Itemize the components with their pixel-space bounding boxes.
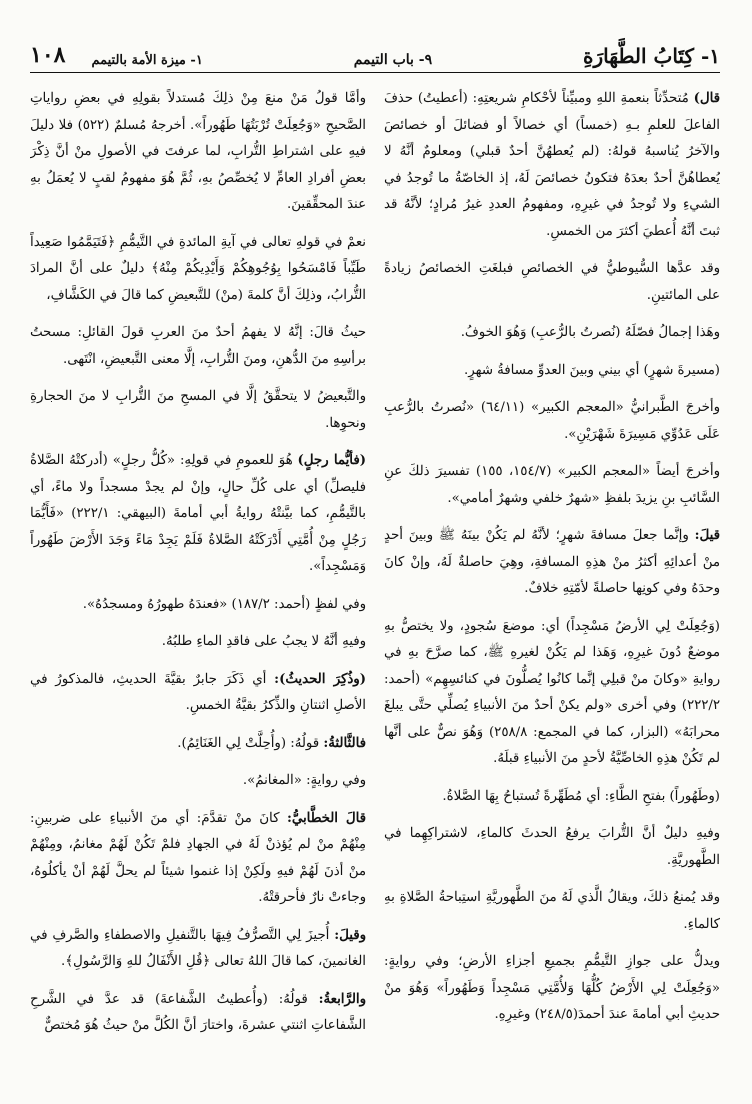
paragraph-text: وأمَّا قولُ مَنْ منعَ مِنْ ذلِكَ مُستدلاً بقولِهِ في بعضِ رواياتِ الصَّحيحِ «وَجُعِلَتْ تُرْبَتُهَا طَهُوراً». أخرجهُ مُسلمٌ (٥٢٢) فلا دليلَ فيهِ على اشتراطِ التُّرابِ، لما عرفتَ في الأصولِ منْ أنَّ ذِكْرَ بعضِ أفرادِ العامِّ لا يُخصِّصُ بهِ، ثُمَّ هُوَ مفهومُ لقبٍ لا يُعمَلُ بهِ عندَ المحقِّقينَ. [30, 91, 366, 212]
chapter-title: ١- كِتَابُ الطَّهَارَةِ [583, 44, 720, 68]
paragraph-text: وفيهِ أنَّهُ لا يجبُ على فاقدِ الماءِ طلبُهُ. [161, 634, 366, 649]
paragraph-lead: فالثَّالثةُ: [323, 735, 366, 751]
paragraph [384, 459, 720, 512]
paragraph-text: (وَجُعِلَتْ لِي الأرضُ مَسْجِداً) أي: موضعَ سُجودٍ، ولا يختصُّ بهِ موضعٌ دُونَ غيرِهِ، وَهَذا لم يَكُنْ لغيرهِ ﷺ، كما صرَّحَ بهِ في روايةِ «وكانَ منْ قبلِي إنَّما كانُوا يُصلُّونَ في كنائسِهِم» (أحمد: ٢٢٢/٢) وفي أخرى «ولم يكنْ أحدٌ منَ الأنبياءِ يُصلِّي حتَّى يبلغَ محرابَهُ» (البزار، كما في المجمع: ٢٥٨/٨) وَهُوَ نصٌّ على أنَّها لم تَكُنْ هذِهِ الخاصِّيَّةُ لأحدٍ منَ الأنبياءِ قبلَهُ. [384, 618, 720, 766]
paragraph-text: نعمْ في قولهِ تعالى في آيةِ المائدةِ في التَّيمُّمِ ﴿فَتَيَمَّمُوا صَعِيداً طَيِّباً فَامْسَحُوا بِوُجُوهِكُمْ وَأَيْدِيكُمْ مِنْهُ﴾ دليلٌ على أنَّ المرادَ التُّرابُ، وذلِكَ أنَّ كلمةَ (منْ) للتَّبعيضِ كما قالَ في الكَشَّافِ، [30, 234, 366, 303]
paragraph [30, 667, 366, 720]
paragraph [30, 384, 366, 437]
paragraph-text: قولُهُ: (وأُعطيتُ الشَّفاعةَ) قد عدَّ في الشَّرحِ الشَّفاعاتِ اثنتي عشرةَ، واختارَ أنَّ الكُلَّ منْ حيثُ هُوَ مُختصٌّ [30, 991, 366, 1033]
paragraph [30, 731, 366, 758]
paragraph-lead: وقيلَ: [334, 927, 366, 943]
page-number: ١٠٨ [30, 42, 66, 68]
paragraph-text: قولُهُ: (وأُحِلَّتْ لِي الغَنَائِمُ). [177, 735, 324, 751]
paragraph-text: ويدلُّ على جوازِ التَّيمُّمِ بجميعِ أجزاءِ الأرضِ؛ وفي روايةٍ: «وَجُعِلَتْ لِي الأَرْضُ كُلُّهَا وَلأُمَّتِي مَسْجِداً وَطَهُوراً» وَهُوَ منْ حديثِ أبي أمامةَ عندَ أحمدَ(٢٤٨/٥) وغيرِهِ. [384, 954, 720, 1022]
paragraph-text: هُوَ للعمومِ في قولِهِ: «كُلُّ رجلٍ» (أدركتْهُ الصَّلاةُ فليصلِّ) أي على كُلِّ حالٍ، وإنْ لم يجدْ مسجداً ولا ماءً، أي بالتَّيمُّمِ، كما بيَّنتْهُ روايةُ أبي أمامةَ (البيهقي: ٢٢٢/١) «فَأَيُّمَا رَجُلٍ مِنْ أُمَّتِي أَدْرَكَتْهُ الصَّلاةُ فَلَمْ يَجِدْ مَاءً وَجَدَ الأَرْضَ طَهُوراً وَمَسْجِداً». [30, 453, 366, 574]
paragraph-lead: (فأيُّما رجلٍ) [297, 453, 366, 468]
paragraph-text: أي ذَكَرَ جابرٌ بقيَّةَ الحديثِ، فالمذكورُ في الأصلِ اثنتانِ والذِّكرُ بقيَّةُ الخمسِ. [30, 671, 366, 713]
paragraph-text: وفيهِ دليلٌ أنَّ التُّرابَ يرفعُ الحدثَ كالماءِ، لاشتراكِهِما في الطَّهوريَّةِ. [384, 826, 720, 868]
paragraph-text: وقد يُمنعُ ذلكَ، ويقالُ الَّذي لَهُ منَ الطَّهوريَّةِ استِباحةُ الصَّلاةِ بهِ كالماءِ. [384, 890, 720, 932]
paragraph-text: وقد عدَّها السُّيوطيُّ في الخصائصِ فبلغَتِ الخصائصُ زيادةً على المائتينِ. [384, 261, 720, 303]
paragraph [384, 949, 720, 1029]
paragraph-text: وفي روايةٍ: «المغانمُ». [242, 773, 366, 788]
paragraph-lead: (وذُكِرَ الحديثُ): [274, 671, 366, 687]
paragraph-text: وأخرجَ الطَّبرانيُّ «المعجم الكبير» (٦٤/١١) «نُصرتُ بالرُّعبِ عَلَى عَدُوِّي مَسِيرَةَ شَهْرَيْنِ». [384, 400, 720, 442]
paragraph [30, 448, 366, 581]
left-column [30, 86, 366, 1070]
paragraph-text: (مسيرةَ شهرٍ) أي بيني وبينَ العدوِّ مسافةُ شهرٍ. [464, 362, 720, 378]
paragraph [384, 523, 720, 603]
paragraph-text: حيثُ قالَ: إنَّهُ لا يفهمُ أحدٌ منَ العربِ قولَ القائلِ: مسحتُ برأسِهِ منَ الدُّهنِ، ومنَ التُّرابِ، إلَّا معنى التَّبعيضِ، انْتَهى. [30, 325, 366, 367]
paragraph-text: أُجيزَ لِي التَّصرُّفُ فِيهَا بالتَّنفيلِ والاصطفاءِ والصَّرفِ في الغانمينَ، كما قالَ اللهُ تعالى ﴿قُلِ الأَنْفَالُ للهِ وَالرَّسُولِ﴾. [30, 927, 366, 969]
paragraph [384, 885, 720, 938]
paragraph-lead: والرَّابعةُ: [318, 991, 366, 1007]
paragraph [384, 821, 720, 874]
header-left-group [30, 42, 203, 68]
paragraph-text: كانَ منْ تقدَّمَ: أي منَ الأنبياءِ على ضربينِ: مِنْهُمْ منْ لم يُؤذنْ لَهُ في الجهادِ فلمْ تَكُنْ لَهُمْ مغانمُ، ومِنْهُمْ منْ أذنَ لَهُمْ فيهِ ولَكِنْ إذا غنموا شيئاً لم يحلَّ لَهُمْ أنْ يأكلُوهُ، وجاءتْ نارٌ فأحرقتْهُ. [30, 810, 366, 905]
paragraph-text: وفي لفظٍ (أحمد: ١٨٧/٢) «فعندَهُ طهورُهُ ومسجدُهُ». [82, 596, 366, 612]
right-column [384, 86, 720, 1070]
paragraph-lead: قيلَ: [694, 528, 720, 543]
paragraph [30, 629, 366, 656]
paragraph [384, 395, 720, 448]
page-header [30, 38, 720, 73]
paragraph-text: وأخرجَ أيضاً «المعجم الكبير» (١٥٤/٧، ١٥٥) تفسيرَ ذلكَ عنِ السَّائبِ بنِ يزيدَ بلفظِ «شهرٌ خلفي وشهرٌ أمامي». [384, 464, 720, 506]
text-columns [30, 86, 720, 1070]
paragraph-text: وإنَّما جعلَ مسافةَ شهرٍ؛ لأنَّهُ لم يَكُنْ بينَهُ ﷺ وبينَ أحدٍ منْ أعدائِهِ أكثرُ منْ هذِهِ المسافةِ، وهِيَ حاصلةٌ لَهُ، وإنْ كانَ وحدَهُ وفي كونِها حاصلةً لأمّتِهِ خلافٌ. [384, 528, 720, 596]
paragraph [30, 923, 366, 976]
paragraph [30, 768, 366, 795]
paragraph-text: (وطَهُوراً) بفتحِ الطَّاءِ: أي مُطَهِّرةً تُستباحُ بِهَا الصَّلاةُ. [442, 788, 720, 804]
paragraph-lead: قالَ الخطَّابيُّ: [286, 810, 366, 826]
paragraph-text: والتَّبعيضُ لا يتحقَّقُ إلَّا في المسحِ منَ التُّرابِ لا منَ الحجارةِ ونحوِها. [30, 389, 366, 431]
paragraph [384, 358, 720, 385]
paragraph [30, 320, 366, 373]
paragraph [384, 320, 720, 347]
paragraph [384, 614, 720, 773]
paragraph [30, 987, 366, 1040]
paragraph [384, 784, 720, 811]
section-title: ٩- باب التيمم [353, 52, 433, 68]
paragraph-text: وهَذا إجمالُ فصّلَهُ (نُصرتُ بالرُّعبِ) وَهُوَ الخوفُ. [460, 325, 720, 340]
paragraph [30, 230, 366, 310]
paragraph [30, 806, 366, 912]
paragraph-text: مُتحدِّثاً بنعمةِ اللهِ ومبيِّناً لأحْكامِ شريعتِهِ: (أعطيتُ) حذفَ الفاعلَ للعلمِ بـهِ (خمساً) أي خصالاً أو فضائلَ أو خصائصَ والآخرُ يُناسبهُ قولهُ: (لم يُعطهُنَّ أحدٌ قبلي) ومعلومٌ أنَّهُ لا يُعطاهُنَّ أحدٌ بعدَهُ فتكونُ خصائصَ لَهُ، إذ الخاصّةُ ما تُوجدُ في الشيءِ ولا تُوجدُ في غيرِهِ، ومفهومُ العددِ غيرُ مُرادٍ؛ لأنَّهُ قد ثبتَ أنَّهُ أُعطيَ أكثرَ من الخمسِ. [384, 91, 720, 239]
paragraph [30, 592, 366, 619]
paragraph-lead: قال) [693, 91, 720, 106]
paragraph [384, 256, 720, 309]
paragraph [30, 86, 366, 219]
paragraph [384, 86, 720, 245]
subsection-title: ١- ميزة الأمة بالتيمم [91, 53, 203, 68]
